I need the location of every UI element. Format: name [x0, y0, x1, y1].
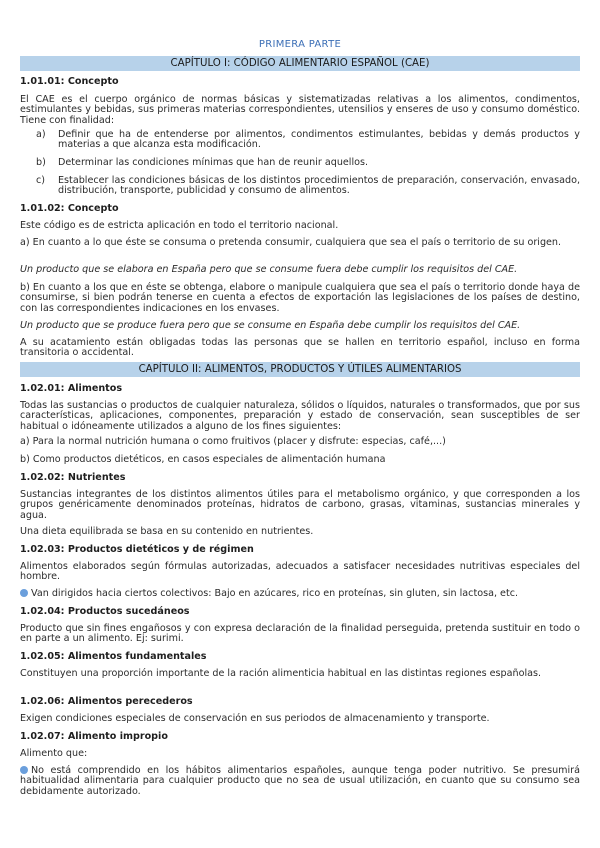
bullet-item: [20, 766, 580, 797]
section-body: El CAE es el cuerpo orgánico de normas básicas y sistematizadas relativas a los alimentos, condimentos, estimulantes y bebidas, sus primeras materias correspondientes, utensilios y enseres de uso y consumo doméstico. Tiene con finalidad:: [20, 94, 580, 126]
section-heading: 1.01.02: Concepto: [20, 203, 119, 214]
section-body: Todas las sustancias o productos de cualquier naturaleza, sólidos o líquidos, naturales o transformados, que por sus características, aplicaciones, componentes, preparación y estado de conservación, sean susceptibles de ser habitual o idóneamente utilizados a alguno de los fines siguientes:: [20, 400, 580, 432]
section-heading: 1.01.01: Concepto: [20, 76, 119, 87]
bullet-icon: [20, 766, 28, 774]
paragraph: Este código es de estricta aplicación en todo el territorio nacional.: [20, 220, 339, 231]
list-item-label: b): [36, 157, 46, 168]
chapter-2-banner: CAPÍTULO II: ALIMENTOS, PRODUCTOS Y ÚTILES ALIMENTARIOS: [20, 362, 580, 377]
section-heading: 1.02.04: Productos sucedáneos: [20, 606, 190, 617]
paragraph: b) Como productos dietéticos, en casos especiales de alimentación humana: [20, 454, 386, 465]
bullet-text: Van dirigidos hacia ciertos colectivos: Bajo en azúcares, rico en proteínas, sin gluten, sin lactosa, etc.: [31, 588, 519, 599]
paragraph-italic: Un producto que se produce fuera pero que se consume en España debe cumplir los requisitos del CAE.: [20, 320, 521, 331]
part-title: PRIMERA PARTE: [258, 39, 342, 50]
paragraph-italic: Un producto que se elabora en España pero que se consume fuera debe cumplir los requisitos del CAE.: [20, 264, 518, 275]
paragraph: Alimento que:: [20, 748, 88, 759]
section-body: Alimentos elaborados según fórmulas autorizadas, adecuados a satisfacer necesidades nutritivas especiales del hombre.: [20, 561, 580, 583]
section-heading: 1.02.07: Alimento impropio: [20, 731, 168, 742]
chapter-1-banner: CAPÍTULO I: CÓDIGO ALIMENTARIO ESPAÑOL (CAE): [20, 56, 580, 71]
paragraph: Una dieta equilibrada se basa en su contenido en nutrientes.: [20, 526, 314, 537]
paragraph: A su acatamiento están obligadas todas las personas que se hallen en territorio español, incluso en forma transitoria o accidental.: [20, 337, 580, 359]
section-body: Sustancias integrantes de los distintos alimentos útiles para el metabolismo orgánico, y que corresponden a los grupos genéricamente denominados proteínas, hidratos de carbono, grasas, vitaminas, sustancias minerales y agua.: [20, 489, 580, 521]
bullet-item: [20, 589, 580, 599]
section-heading: 1.02.05: Alimentos fundamentales: [20, 651, 207, 662]
paragraph: b) En cuanto a los que en éste se obtenga, elabore o manipule cualquiera que sea el país o territorio donde haya de consumirse, si bien podrán tenerse en cuenta a efectos de exportación las legislaciones de los países de destino, con las correspondientes indicaciones en los envases.: [20, 282, 580, 314]
paragraph: a) En cuanto a lo que éste se consuma o pretenda consumir, cualquiera que sea el país o territorio de su origen.: [20, 237, 562, 248]
section-heading: 1.02.03: Productos dietéticos y de régimen: [20, 544, 254, 555]
list-item-text: Establecer las condiciones básicas de los distintos procedimientos de preparación, conservación, envasado, distribución, transporte, publicidad y consumo de alimentos.: [58, 175, 580, 197]
section-heading: 1.02.06: Alimentos perecederos: [20, 696, 193, 707]
list-item-label: c): [36, 175, 46, 186]
list-item-text: Definir que ha de entenderse por alimentos, condimentos estimulantes, bebidas y demás productos y materias a que alcanza esta modificación.: [58, 129, 580, 151]
bullet-icon: [20, 589, 28, 597]
section-body: Exigen condiciones especiales de conservación en sus periodos de almacenamiento y transporte.: [20, 713, 490, 724]
paragraph: a) Para la normal nutrición humana o como fruitivos (placer y disfrute: especias, café,...): [20, 436, 446, 447]
bullet-text: No está comprendido en los hábitos alimentarios españoles, aunque tenga poder nutritivo. Se presumirá habitualidad alimentaria para cualquier producto que no sea de usual utilización, en cuanto que su consumo sea debidamente autorizado.: [20, 765, 580, 797]
section-heading: 1.02.02: Nutrientes: [20, 472, 126, 483]
list-item-label: a): [36, 129, 46, 140]
section-body: Constituyen una proporción importante de la ración alimenticia habitual en las distintas regiones españolas.: [20, 668, 542, 679]
section-body: Producto que sin fines engañosos y con expresa declaración de la finalidad perseguida, pretenda sustituir en todo o en parte a un alimento. Ej: surimi.: [20, 623, 580, 645]
list-item-text: Determinar las condiciones mínimas que han de reunir aquellos.: [58, 157, 369, 168]
section-heading: 1.02.01: Alimentos: [20, 383, 123, 394]
